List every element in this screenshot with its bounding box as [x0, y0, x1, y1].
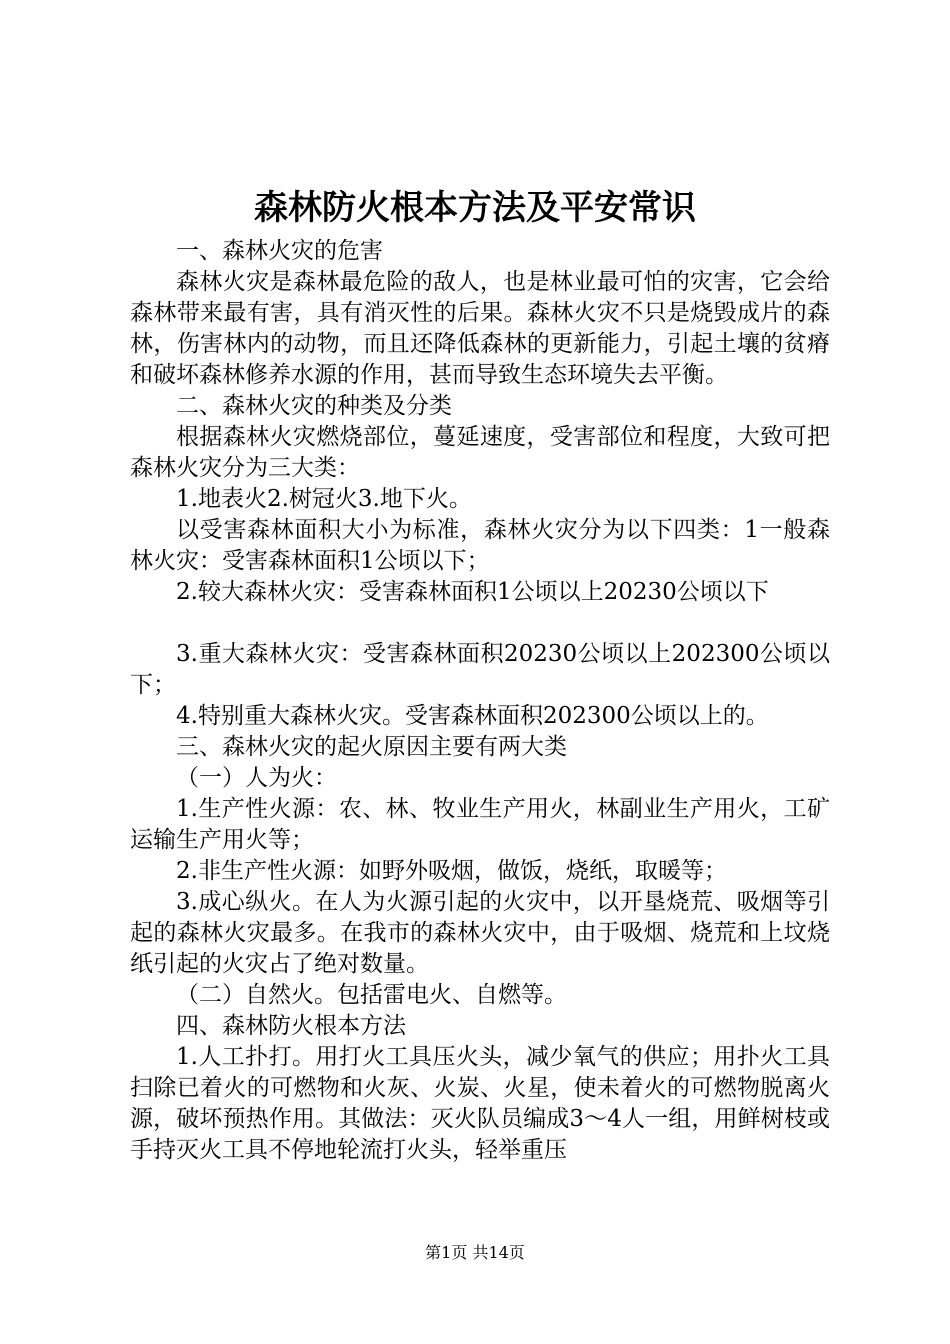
section-heading-1: 一、森林火灾的危害 — [176, 238, 383, 264]
paragraph-fire-size-categories: 以受害森林面积大小为标准，森林火灾分为以下四类：1一般森林火灾：受害森林面积1公顷以下； — [130, 517, 830, 574]
paragraph-fire-classification: 根据森林火灾燃烧部位，蔓延速度，受害部位和程度，大致可把森林火灾分为三大类： — [130, 424, 830, 481]
section-heading-3: 三、森林火灾的起火原因主要有两大类 — [176, 734, 567, 760]
list-item-non-productive-source: 2.非生产性火源：如野外吸烟，做饭，烧纸，取暖等； — [176, 858, 727, 884]
list-item-fire-types: 1.地表火2.树冠火3.地下火。 — [176, 486, 472, 512]
subheading-human-fire: （一）人为火： — [176, 765, 337, 791]
list-item-major-fire: 3.重大森林火灾：受害森林面积20230公顷以上202300公顷以下； — [130, 641, 830, 698]
document-title: 森林防火根本方法及平安常识 — [254, 188, 696, 228]
list-item-productive-source: 1.生产性火源：农、林、牧业生产用火，林副业生产用火，工矿运输生产用火等； — [130, 796, 830, 853]
page-footer: 第1页 共14页 — [425, 1243, 525, 1262]
document-body — [130, 236, 830, 1166]
paragraph-fire-hazards: 森林火灾是森林最危险的敌人，也是林业最可怕的灾害，它会给森林带来最有害，具有消灭性的后果。森林火灾不只是烧毁成片的森林，伤害林内的动物，而且还降低森林的更新能力，引起土壤的贫瘠和破坏森林修养水源的作用，甚而导致生态环境失去平衡。 — [130, 269, 830, 388]
list-item-arson: 3.成心纵火。在人为火源引起的火灾中，以开垦烧荒、吸烟等引起的森林火灾最多。在我市的森林火灾中，由于吸烟、烧荒和上坟烧纸引起的火灾占了绝对数量。 — [130, 889, 830, 977]
list-item-extreme-fire: 4.特别重大森林火灾。受害森林面积202300公顷以上的。 — [176, 703, 769, 729]
subheading-natural-fire: （二）自然火。包括雷电火、自燃等。 — [176, 982, 567, 1008]
section-heading-4: 四、森林防火根本方法 — [176, 1013, 406, 1039]
list-item-manual-beating: 1.人工扑打。用打火工具压火头，减少氧气的供应；用扑火工具扫除已着火的可燃物和火灰、火炭、火星，使未着火的可燃物脱离火源，破坏预热作用。其做法：灭火队员编成3～4人一组，用鲜树枝或手持灭火工具不停地轮流打火头，轻举重压 — [130, 1044, 830, 1163]
section-heading-2: 二、森林火灾的种类及分类 — [176, 393, 452, 419]
list-item-large-fire: 2.较大森林火灾：受害森林面积1公顷以上20230公顷以下 — [176, 579, 769, 605]
